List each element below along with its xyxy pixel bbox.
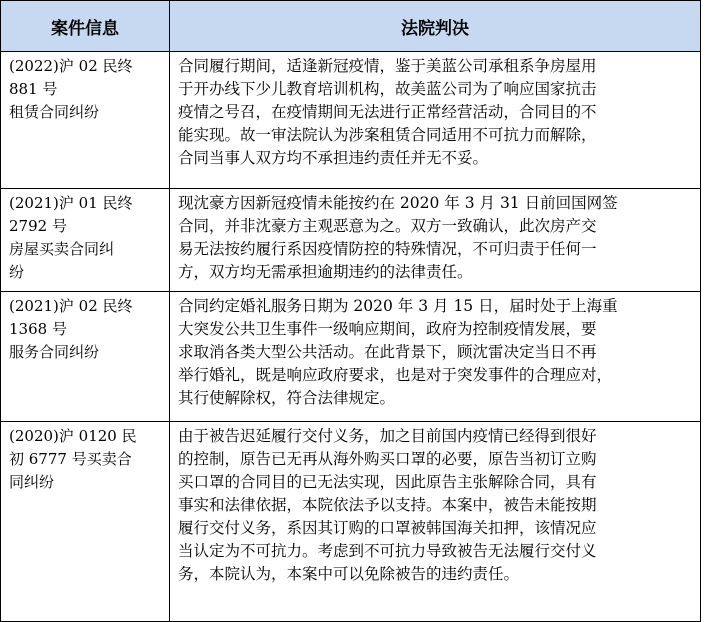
case-info-line: 房屋买卖合同纠 xyxy=(9,240,115,258)
case-info-line: (2021)沪 02 民终 xyxy=(9,297,133,315)
ruling-line: 务，本院认为，本案中可以免除被告的违约责任。 xyxy=(178,565,520,583)
ruling-line: 当认定为不可抗力。考虑到不可抗力导致被告无法履行交付义 xyxy=(178,542,597,560)
case-info-cell xyxy=(1,52,170,189)
ruling-line: 于开办线下少儿教育培训机构，故美蓝公司为了响应国家抗击 xyxy=(178,80,597,98)
ruling-line: 现沈豪方因新冠疫情未能按约在 2020 年 3 月 31 日前回国网签 xyxy=(178,194,618,212)
ruling-line: 合同约定婚礼服务日期为 2020 年 3 月 15 日，届时处于上海重 xyxy=(178,297,618,315)
ruling-line: 的控制，原告已无再从海外购买口罩的必要，原告当初订立购 xyxy=(178,450,597,468)
ruling-line: 求取消各类大型公共活动。在此背景下，顾沈雷决定当日不再 xyxy=(178,343,597,361)
ruling-line: 方，双方均无需承担逾期违约的法律责任。 xyxy=(178,263,473,281)
case-info-line: 初 6777 号买卖合 xyxy=(9,450,132,468)
table-row xyxy=(1,189,701,292)
ruling-line: 由于被告迟延履行交付义务，加之目前国内疫情已经得到很好 xyxy=(178,427,597,445)
case-info-line: 租赁合同纠纷 xyxy=(9,103,100,121)
case-info-line: 纷 xyxy=(9,263,25,281)
ruling-line: 大突发公共卫生事件一级响应期间，政府为控制疫情发展，要 xyxy=(178,320,597,338)
ruling-cell xyxy=(170,422,701,622)
ruling-line: 疫情之号召，在疫情期间无法进行正常经营活动，合同目的不 xyxy=(178,103,597,121)
ruling-line: 履行交付义务，系因其订购的口罩被韩国海关扣押，该情况应 xyxy=(178,519,597,537)
case-info-cell xyxy=(1,422,170,622)
case-info-line: 服务合同纠纷 xyxy=(9,343,100,361)
table-row xyxy=(1,52,701,189)
case-info-line: (2022)沪 02 民终 xyxy=(9,57,133,75)
ruling-cell xyxy=(170,292,701,422)
table-row xyxy=(1,292,701,422)
ruling-line: 其行使解除权，符合法律规定。 xyxy=(178,389,396,407)
case-info-cell xyxy=(1,292,170,422)
case-info-line: 1368 号 xyxy=(9,320,67,338)
ruling-cell xyxy=(170,189,701,292)
case-info-line: (2020)沪 0120 民 xyxy=(9,427,137,445)
header-case-info: 案件信息 xyxy=(1,1,170,52)
ruling-line: 易无法按约履行系因疫情防控的特殊情况，不可归责于任何一 xyxy=(178,240,597,258)
ruling-line: 事实和法律依据，本院依法予以支持。本案中，被告未能按期 xyxy=(178,496,597,514)
ruling-cell xyxy=(170,52,701,189)
ruling-line: 合同，并非沈豪方主观恶意为之。双方一致确认，此次房产交 xyxy=(178,217,597,235)
ruling-line: 合同当事人双方均不承担违约责任并无不妥。 xyxy=(178,149,489,167)
ruling-line: 能实现。故一审法院认为涉案租赁合同适用不可抗力而解除， xyxy=(178,126,597,144)
ruling-line: 合同履行期间，适逢新冠疫情，鉴于美蓝公司承租系争房屋用 xyxy=(178,57,597,75)
case-info-line: (2021)沪 01 民终 xyxy=(9,194,133,212)
header-court-ruling: 法院判决 xyxy=(170,1,701,52)
table-row xyxy=(1,422,701,622)
case-info-line: 同纠纷 xyxy=(9,473,55,491)
ruling-line: 买口罩的合同目的已无法实现，因此原告主张解除合同，具有 xyxy=(178,473,597,491)
ruling-line: 举行婚礼，既是响应政府要求，也是对于突发事件的合理应对， xyxy=(178,366,613,384)
header-row xyxy=(1,1,701,52)
case-info-line: 881 号 xyxy=(9,80,58,98)
case-info-line: 2792 号 xyxy=(9,217,67,235)
case-info-cell xyxy=(1,189,170,292)
